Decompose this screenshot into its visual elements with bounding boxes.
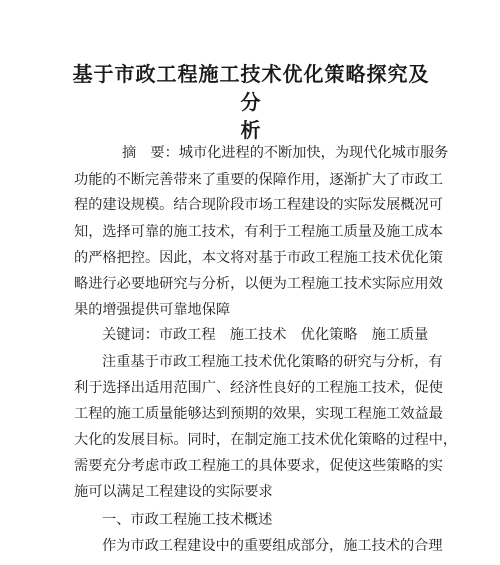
abstract-line: 摘 要：城市化进程的不断加快，为现代化城市服务 [122, 145, 449, 161]
abstract-line: 果的增强提供可靠地保障 [74, 302, 231, 318]
intro-line: 工程的施工质量能够达到预期的效果，实现工程施工效益最 [74, 406, 443, 422]
section-heading: 一、市政工程施工技术概述 [102, 512, 273, 528]
abstract-line: 略进行必要地研究与分析，以便为工程施工技术实际应用效 [74, 276, 443, 292]
intro-line: 大化的发展目标。同时，在制定施工技术优化策略的过程中， [74, 432, 458, 448]
abstract-line: 知，选择可靠的施工技术，有利于工程施工质量及施工成本 [74, 224, 443, 240]
intro-line: 施可以满足工程建设的实际要求 [74, 484, 273, 500]
section-body-line: 作为市政工程建设中的重要组成部分，施工技术的合理 [102, 538, 443, 554]
intro-line: 利于选择出适用范围广、经济性良好的工程施工技术，促使 [74, 380, 443, 396]
abstract-line: 程的建设规模。结合现阶段市场工程建设的实际发展概况可 [74, 197, 443, 213]
title-line-2: 析 [240, 118, 262, 142]
document-title [70, 60, 432, 144]
abstract-line: 的严格把控。因此，本文将对基于市政工程施工技术优化策 [74, 250, 443, 266]
intro-line: 注重基于市政工程施工技术优化策略的研究与分析，有 [102, 354, 443, 370]
abstract-line: 功能的不断完善带来了重要的保障作用，逐渐扩大了市政工 [74, 172, 443, 188]
title-line-1: 基于市政工程施工技术优化策略探究及分 [72, 62, 430, 114]
intro-line: 需要充分考虑市政工程施工的具体要求，促使这些策略的实 [74, 458, 443, 474]
keywords: 关键词：市政工程 施工技术 优化策略 施工质量 [102, 327, 429, 343]
